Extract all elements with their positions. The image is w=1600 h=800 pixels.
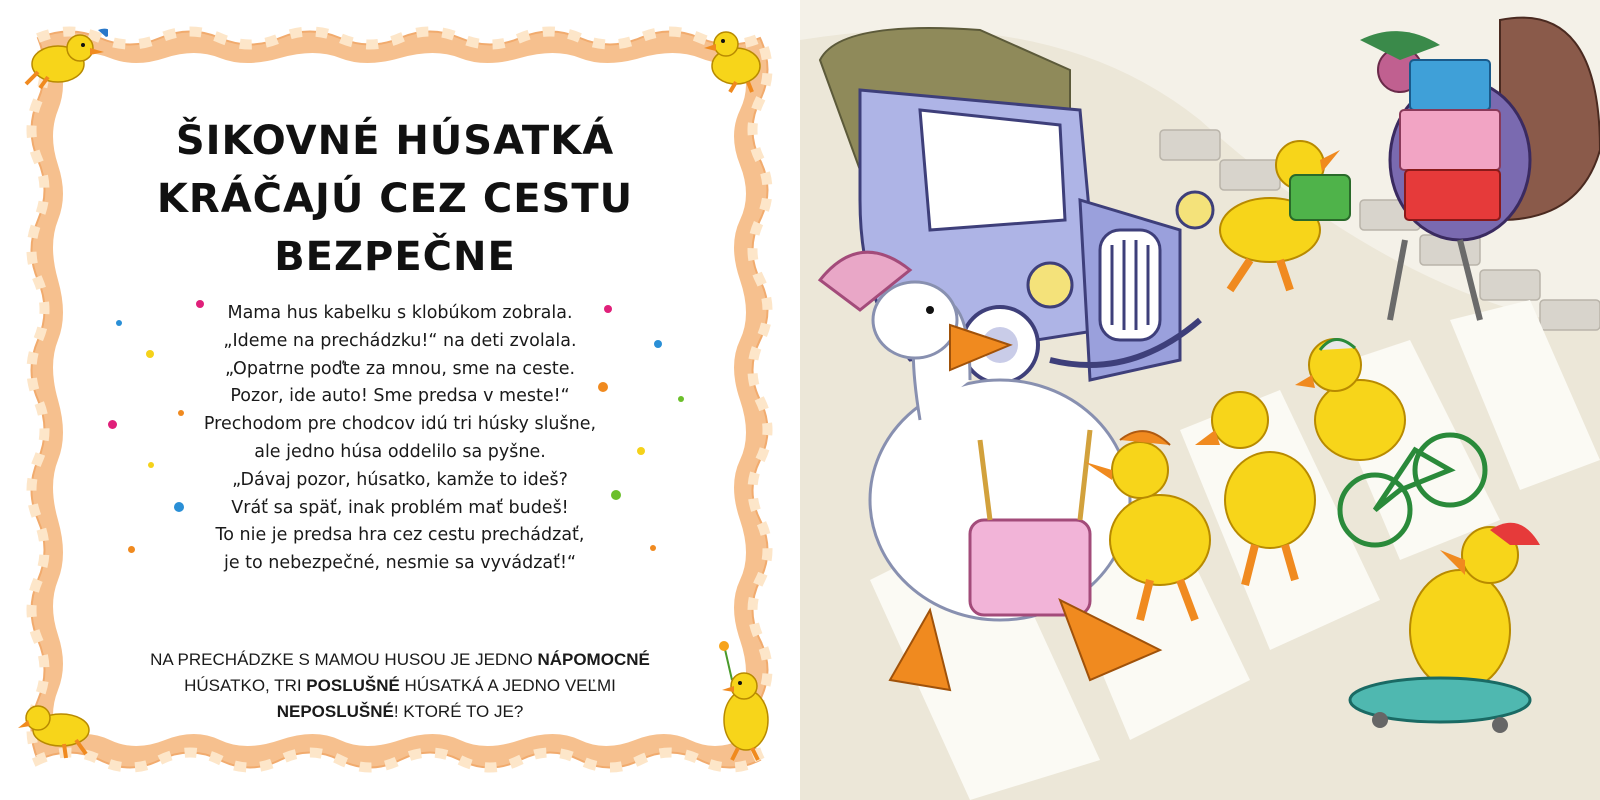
poem-line: Mama hus kabelku s klobúkom zobrala.	[227, 303, 573, 323]
duckling-corner-bottom-right-icon	[704, 640, 784, 770]
question-part: HÚSATKO, TRI	[184, 676, 307, 695]
question-part: ! KTORÉ TO JE?	[393, 702, 524, 721]
duckling-corner-bottom-left-icon	[16, 690, 106, 760]
poem-line: „Opatrne poďte za mnou, sme na ceste.	[224, 358, 576, 379]
poem-line: To nie je predsa hra cez cestu prechádzať,	[215, 525, 585, 546]
question-text	[100, 647, 700, 725]
gift-icon	[1410, 60, 1490, 110]
duckling-corner-top-left-icon	[18, 22, 108, 92]
title-line: ŠIKOVNÉ HÚSATKÁ	[175, 118, 615, 164]
poem-line: „Dávaj pozor, húsatko, kamže to ideš?	[232, 469, 568, 490]
poem-line: Prechodom pre chodcov idú tri húsky slušne,	[203, 414, 597, 435]
question-part: HÚSATKÁ A JEDNO VEĽMI	[399, 676, 616, 695]
gift-icon	[1400, 110, 1500, 170]
title-line: BEZPEČNE	[274, 234, 516, 280]
confetti-dot	[108, 420, 117, 429]
question-bold-obedient: POSLUŠNÉ	[306, 676, 400, 695]
poem-line: „Ideme na prechádzku!“ na deti zvolala.	[223, 330, 577, 351]
illustration-page	[800, 0, 1600, 800]
poem-line: Vráť sa späť, inak problém mať budeš!	[231, 497, 569, 518]
page-title	[100, 112, 690, 286]
gift-icon	[1290, 175, 1350, 220]
poem	[120, 300, 680, 578]
handbag-icon	[970, 520, 1090, 615]
gift-icon	[1405, 170, 1500, 220]
question-bold-disobedient: NEPOSLUŠNÉ	[276, 702, 394, 721]
street-crossing-illustration	[800, 0, 1600, 800]
duckling-corner-top-right-icon	[696, 24, 776, 94]
title-line: KRÁČAJÚ CEZ CESTU	[156, 176, 634, 222]
poem-line: ale jedno húsa oddelilo sa pyšne.	[254, 441, 546, 462]
question-part: NA PRECHÁDZKE S MAMOU HUSOU JE JEDNO	[150, 650, 538, 669]
poem-line: Pozor, ide auto! Sme predsa v meste!“	[230, 386, 570, 407]
question-bold-helpful: NÁPOMOCNÉ	[537, 650, 650, 669]
poem-line: je to nebezpečné, nesmie sa vyvádzať!“	[223, 553, 577, 574]
